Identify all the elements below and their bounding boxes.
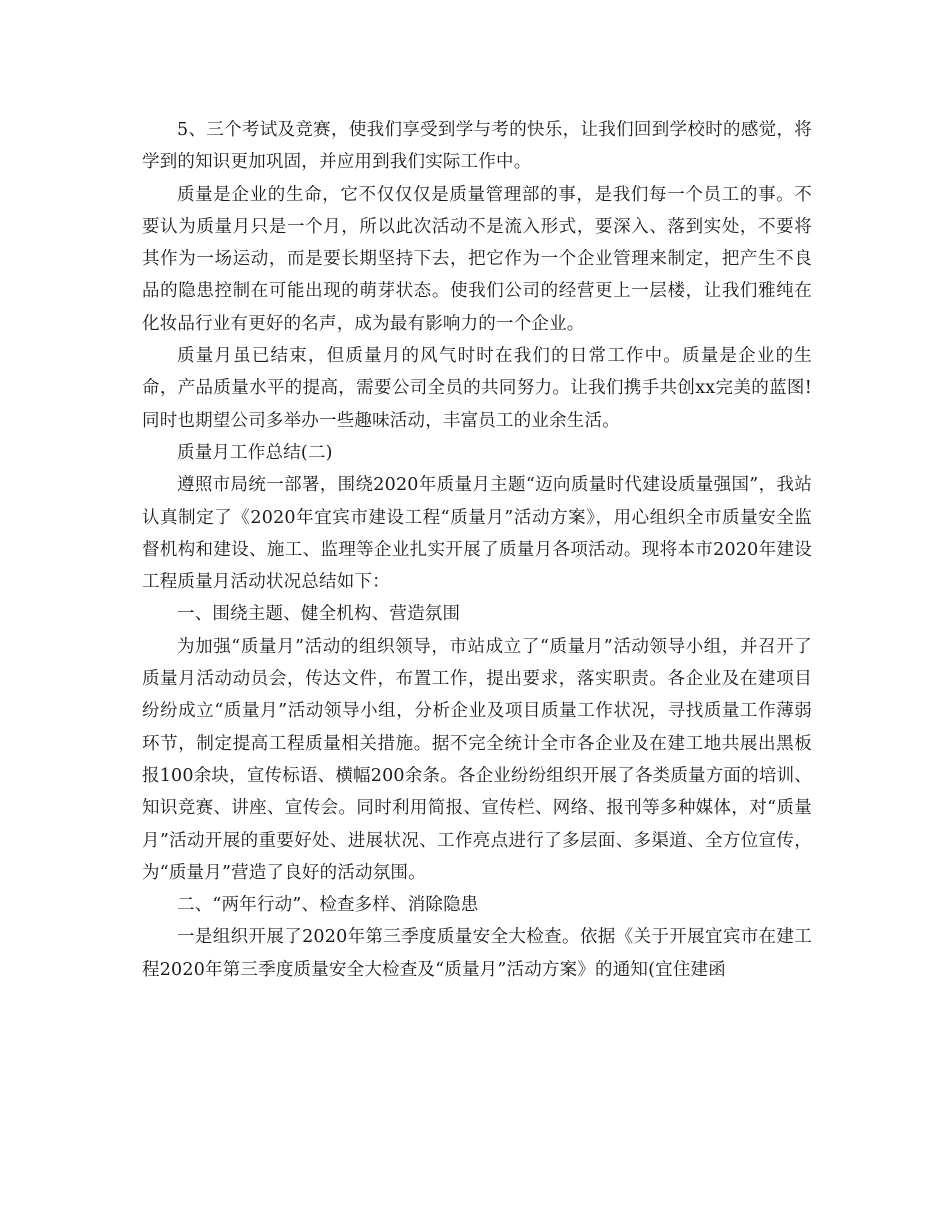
paragraph-intro: 遵照市局统一部署，围绕2020年质量月主题“迈向质量时代建设质量强国”，我站认真制定了《2020年宜宾市建设工程“质量月”活动方案》，用心组织全市质量安全监督机构和建设、施工、监理等企业扎实开展了质量月各项活动。现将本市2020年建设工程质量月活动状况总结如下： xyxy=(142,475,812,593)
paragraph-section-two: 一是组织开展了2020年第三季度质量安全大检查。依据《关于开展宜宾市在建工程2020年第三季度质量安全大检查及“质量月”活动方案》的通知(宜住建函 xyxy=(142,927,812,980)
heading-section-two: 二、“两年行动”、检查多样、消除隐患 xyxy=(177,895,479,916)
paragraph-quality-life: 质量是企业的生命，它不仅仅仅是质量管理部的事，是我们每一个员工的事。不要认为质量月只是一个月，所以此次活动不是流入形式，要深入、落到实处，不要将其作为一场运动，而是要长期坚持下去，把它作为一个企业管理来制定，把产生不良品的隐患控制在可能出现的萌芽状态。使我们公司的经营更上一层楼，让我们雅纯在化妆品行业有更好的名声，成为最有影响力的一个企业。 xyxy=(142,184,812,334)
heading-section-one: 一、围绕主题、健全机构、营造氛围 xyxy=(177,604,461,625)
paragraph-quality-month-end: 质量月虽已结束，但质量月的风气时时在我们的日常工作中。质量是企业的生命，产品质量水平的提高，需要公司全员的共同努力。让我们携手共创xx完美的蓝图!同时也期望公司多举办一些趣味活动，丰富员工的业余生活。 xyxy=(142,346,812,431)
paragraph-section-one: 为加强“质量月”活动的组织领导，市站成立了“质量月”活动领导小组，并召开了质量月活动动员会，传达文件，布置工作，提出要求，落实职责。各企业及在建项目纷纷成立“质量月”活动领导小组，分析企业及项目质量工作状况，寻找质量工作薄弱环节，制定提高工程质量相关措施。据不完全统计全市各企业及在建工地共展出黑板报100余块，宣传标语、横幅200余条。各企业纷纷组织开展了各类质量方面的培训、知识竞赛、讲座、宣传会。同时利用简报、宣传栏、网络、报刊等多种媒体，对“质量月”活动开展的重要好处、进展状况、工作亮点进行了多层面、多渠道、全方位宣传，为“质量月”营造了良好的活动氛围。 xyxy=(142,636,812,883)
document-body xyxy=(142,114,812,986)
section-title-summary-two: 质量月工作总结(二) xyxy=(177,442,333,463)
paragraph-exam-competition: 5、三个考试及竞赛，使我们享受到学与考的快乐，让我们回到学校时的感觉，将学到的知识更加巩固，并应用到我们实际工作中。 xyxy=(142,120,812,173)
